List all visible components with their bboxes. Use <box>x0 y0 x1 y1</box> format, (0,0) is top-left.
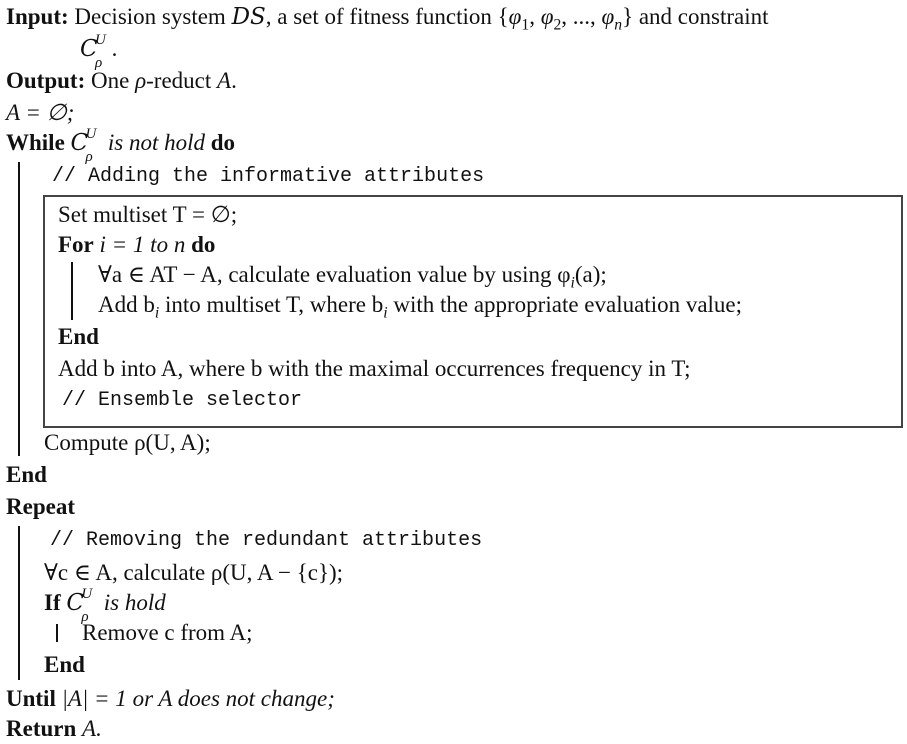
init-line: A = ∅; <box>6 100 75 125</box>
input-label: Input: <box>6 4 69 29</box>
input-line: Input: Decision system DS, a set of fitness function {$\varphi_1$, $\varphi_2$, ..., $\varphi_n$} and constraint <box>6 4 769 34</box>
while-line <box>6 126 236 165</box>
sub-n: n <box>614 16 623 34</box>
end-if: End <box>44 652 85 677</box>
rho-symbol: ρ <box>135 68 147 93</box>
compute-line: Compute ρ(U, A); <box>44 430 211 455</box>
output-label: Output: <box>6 68 86 93</box>
set-line: Set multiset T = ∅; <box>58 202 238 227</box>
until-keyword: Until <box>6 686 56 711</box>
constraint-symbol: C U ρ <box>70 126 97 165</box>
end-while: End <box>6 462 47 487</box>
do-keyword: do <box>210 130 236 155</box>
remove-line: Remove c from A; <box>82 620 253 645</box>
for-expression: i = 1 to n <box>99 232 186 257</box>
constraint-symbol: C U ρ <box>66 586 93 625</box>
add-line: Add b into A, where b with the maximal occurrences frequency in T; <box>58 356 691 381</box>
return-value: A. <box>82 716 102 741</box>
if-line <box>44 586 166 625</box>
phi-symbol: φ <box>601 4 615 29</box>
repeat-keyword: Repeat <box>6 494 75 519</box>
for-body-2: Add $b_i$ into multiset T, where $b_i$ with the appropriate evaluation value; <box>98 292 743 322</box>
for-body-1: ∀a ∈ AT − A, calculate evaluation value by using $\varphi_i(a)$; <box>98 262 607 292</box>
for-keyword: For <box>58 232 94 257</box>
for-block-bar <box>71 262 73 320</box>
if-condition: is hold <box>103 590 166 615</box>
output-text-2: -reduct <box>146 68 218 93</box>
comment-ensemble: // Ensemble selector <box>62 389 303 412</box>
if-block-bar <box>56 624 58 642</box>
input-text-2: , a set of fitness function { <box>265 4 509 29</box>
constraint-line: C U ρ . <box>80 32 118 71</box>
phi-symbol: φ <box>508 4 522 29</box>
sub-2: 2 <box>553 16 562 34</box>
return-keyword: Return <box>6 716 77 741</box>
while-block-bar <box>18 162 20 456</box>
input-text-3: } and constraint <box>622 4 769 29</box>
until-line <box>6 684 335 714</box>
while-condition: is not hold <box>107 130 206 155</box>
input-text: Decision system <box>74 4 226 29</box>
phi-symbol: φ <box>540 4 554 29</box>
until-expression: |A| = 1 <box>61 686 127 711</box>
a-symbol: A <box>217 68 232 93</box>
output-line: Output: One ρ-reduct A. <box>6 68 237 93</box>
until-condition: or A does not change; <box>132 686 335 711</box>
end-for: End <box>58 324 99 349</box>
comment-remove: // Removing the redundant attributes <box>50 529 483 552</box>
if-keyword: If <box>44 590 61 615</box>
while-keyword: While <box>6 130 65 155</box>
ds-symbol: DS <box>231 4 266 30</box>
for-line <box>58 230 215 260</box>
return-line <box>6 714 102 744</box>
output-text: One <box>91 68 136 93</box>
constraint-symbol: C U ρ <box>80 32 106 71</box>
repeat-block-bar <box>18 526 20 680</box>
do-keyword: do <box>191 232 216 257</box>
sub-1: 1 <box>521 16 530 34</box>
comment-add: // Adding the informative attributes <box>52 165 485 188</box>
forall-line: ∀c ∈ A, calculate ρ(U, A − {c}); <box>44 560 344 585</box>
